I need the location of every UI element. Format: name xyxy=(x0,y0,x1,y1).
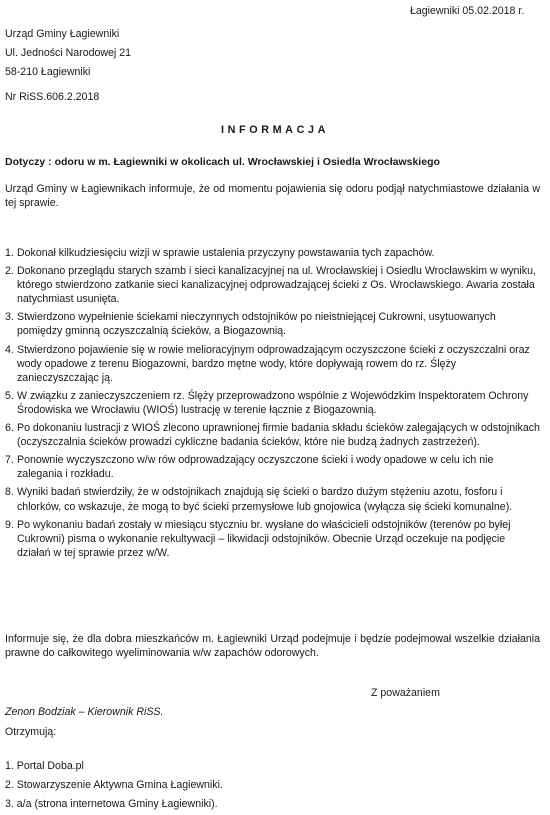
list-item-text: Ponownie wyczyszczono w/w rów odprowadzający oczyszczone ścieki i wody opadowe w celu ich nie zalegania i rozkładu. xyxy=(17,454,494,481)
list-item-number: 1. xyxy=(5,247,14,259)
list-item-text: Stwierdzono wypełnienie ściekami nieczynnych odstojników po nieistniejącej Cukrowni, usytuowanych pomiędzy gminną oczyszczalnią ścieków, a Biogazownią. xyxy=(17,311,496,338)
list-item-text: Wyniki badań stwierdziły, że w odstojnikach znajdują się ścieki o bardzo dużym stężeniu azotu, fosforu i chlorków, co wskazuje, że mogą to być ścieki przemysłowe lub gnojowica (wyłącza się ścieki komunalne). xyxy=(17,486,513,513)
reference-number: Nr RiSS.606.2.2018 xyxy=(5,91,100,103)
list-item xyxy=(5,264,540,306)
recipients-list xyxy=(5,758,223,815)
list-item xyxy=(5,246,540,260)
list-item-text: Stwierdzono pojawienie się w rowie melioracyjnym odprowadzającym oczyszczone ścieki z oczyszczalni oraz wody opadowe z terenu Biogazowni, bardzo mętne wody, które dopływają rowem do rz. Ślęży zanieczyszczając ją. xyxy=(17,343,530,384)
recipient-item: 3. a/a (strona internetowa Gminy Łagiewniki). xyxy=(5,798,218,810)
list-item xyxy=(5,310,540,338)
list-item xyxy=(5,453,540,481)
list-item-number: 8. xyxy=(5,486,14,499)
recipient-item: 1. Portal Doba.pl xyxy=(5,760,84,772)
sender-address xyxy=(5,25,131,82)
list-item-text: Po dokonaniu lustracji z WIOŚ zlecono uprawnionej firmie badania składu ścieków zalegających w odstojnikach (oczyszczalnia ścieków prowadzi cykliczne badania ścieków, które nie budzą żadnych zastrzeżeń). xyxy=(17,422,540,449)
list-item-number: 5. xyxy=(5,389,14,402)
list-item-number: 9. xyxy=(5,518,14,531)
list-item xyxy=(5,518,540,560)
list-item-text: Po wykonaniu badań zostały w miesiącu styczniu br. wysłane do właścicieli odstojników (terenów po byłej Cukrowni) pisma o wykonanie rekultywacji – likwidacji odstojników. Obecnie Urząd oczekuje na podjęcie działań w tej sprawie przez w/W. xyxy=(17,518,511,559)
list-item-number: 6. xyxy=(5,422,14,435)
list-item xyxy=(5,485,540,513)
intro-paragraph: Urząd Gminy w Łagiewnikach informuje, że od momentu pojawienia się odoru podjął natychmiastowe działania w tej sprawie. xyxy=(5,183,540,210)
list-item xyxy=(5,343,540,385)
closing-paragraph: Informuje się, że dla dobra mieszkańców m. Łagiewniki Urząd podejmuje i będzie podejmował wszelkie działania prawne do całkowitego wyeliminowania w/w zapachów odorowych. xyxy=(5,633,540,660)
signer-name: Zenon Bodziak – Kierownik RiSS. xyxy=(5,706,164,718)
sender-street: Ul. Jedności Narodowej 21 xyxy=(5,47,132,59)
sender-name: Urząd Gminy Łagiewniki xyxy=(5,28,120,40)
document-title: INFORMACJA xyxy=(221,124,329,136)
list-item-number: 3. xyxy=(5,311,14,324)
list-item-text: W związku z zanieczyszczeniem rz. Ślęży przeprowadzono wspólnie z Wojewódzkim Inspektoratem Ochrony Środowiska we Wrocławiu (WIOŚ) lustrację w terenie łącznie z Biogazownią. xyxy=(17,389,529,416)
actions-list xyxy=(5,246,540,564)
recipient-item: 2. Stowarzyszenie Aktywna Gmina Łagiewniki. xyxy=(5,779,223,791)
list-item-number: 7. xyxy=(5,454,14,467)
list-item-text: Dokonano przeglądu starych szamb i sieci kanalizacyjnej na ul. Wrocławskiej i Osiedlu Wrocławskim w wyniku, którego stwierdzono zatkanie sieci kanalizacyjnej odprowadzającej ścieki z Os. Wrocławskiego. Awaria została natychmiast usunięta. xyxy=(17,265,536,306)
document-subject: Dotyczy : odoru w m. Łagiewniki w okolicach ul. Wrocławskiej i Osiedla Wrocławskiego xyxy=(5,156,440,168)
list-item xyxy=(5,421,540,449)
list-item xyxy=(5,389,540,417)
list-item-number: 4. xyxy=(5,343,14,356)
list-item-text: Dokonał kilkudziesięciu wizji w sprawie ustalenia przyczyny powstawania tych zapachów. xyxy=(17,247,435,259)
document-date: Łagiewniki 05.02.2018 r. xyxy=(410,5,525,17)
recipients-label: Otrzymują: xyxy=(5,726,57,738)
sender-city: 58-210 Łagiewniki xyxy=(5,66,91,78)
list-item-number: 2. xyxy=(5,265,14,278)
regards-line: Z poważaniem xyxy=(371,687,440,699)
